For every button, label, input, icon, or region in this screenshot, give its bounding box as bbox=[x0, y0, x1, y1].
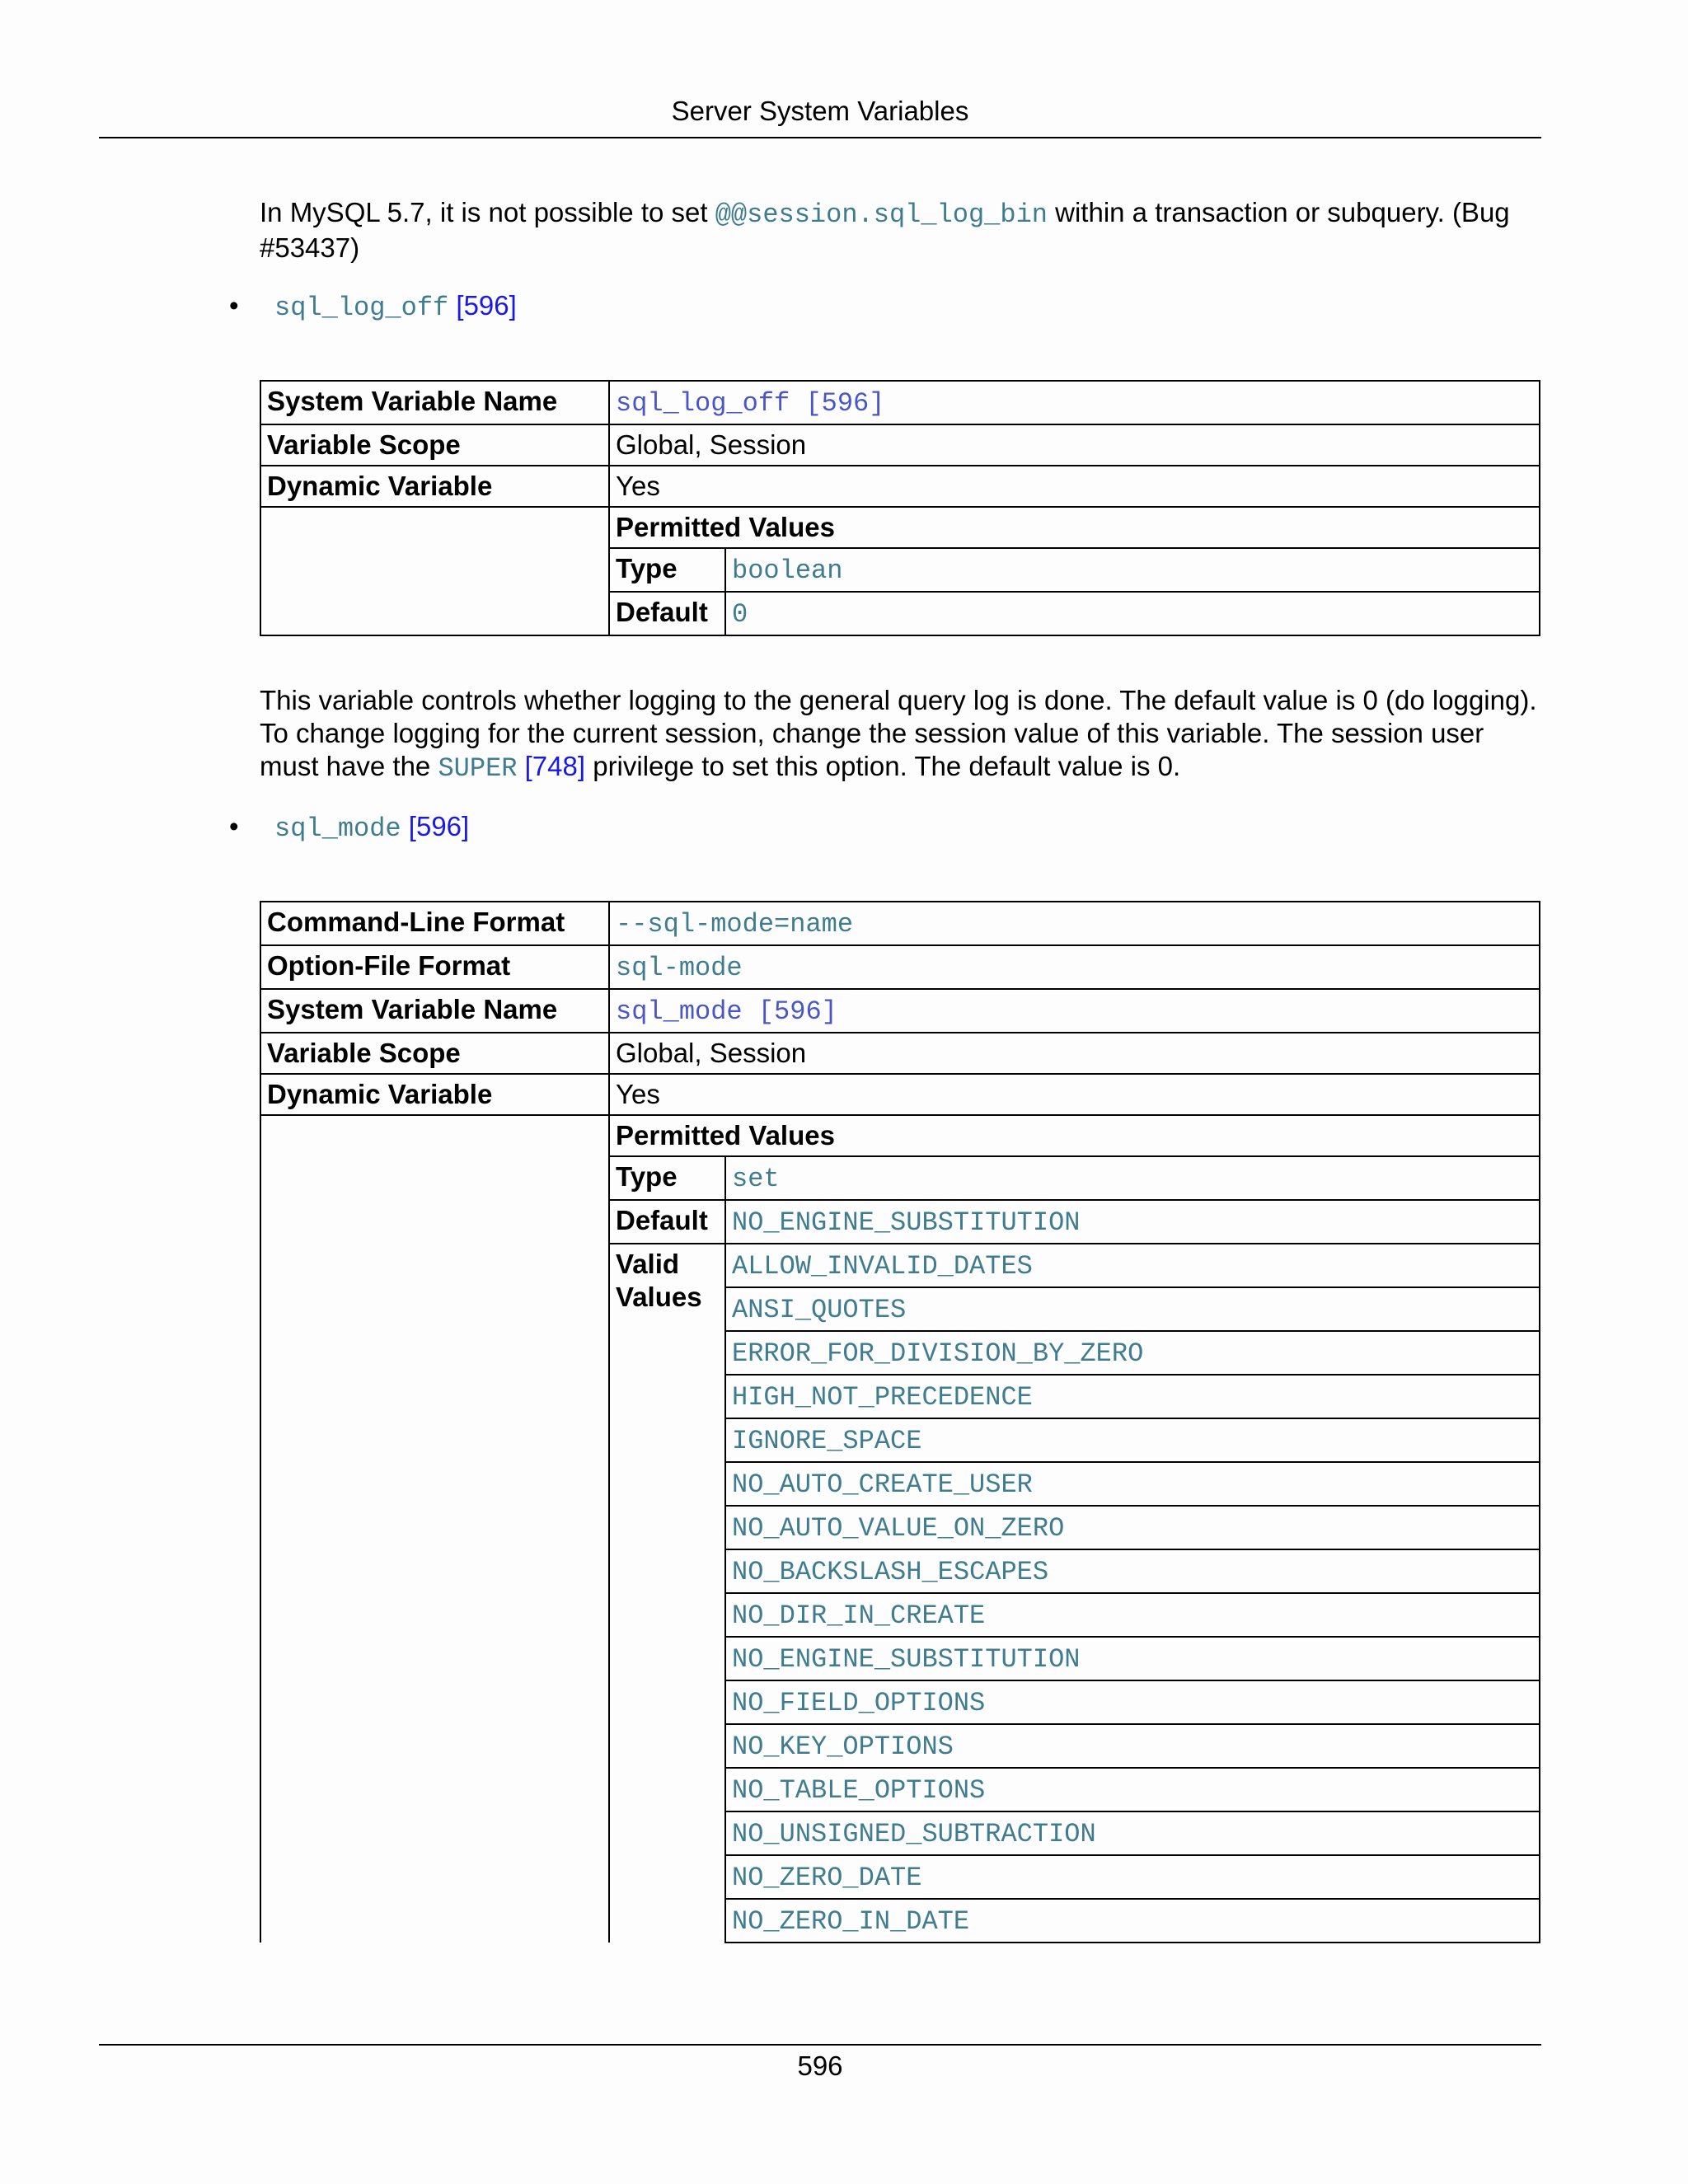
dynamic-variable-value: Yes bbox=[609, 466, 1540, 507]
sql-log-off-ref-link[interactable]: [596] bbox=[456, 290, 517, 321]
intro-text-after: within a transaction or subquery. (Bug #53437) bbox=[260, 197, 1510, 263]
super-ref-link[interactable]: [748] bbox=[524, 751, 586, 781]
default-value: NO_ENGINE_SUBSTITUTION bbox=[725, 1200, 1540, 1244]
valid-value: NO_ZERO_DATE bbox=[725, 1855, 1540, 1899]
system-variable-name-label: System Variable Name bbox=[260, 381, 609, 424]
intro-paragraph bbox=[260, 196, 1545, 265]
valid-value: ANSI_QUOTES bbox=[725, 1287, 1540, 1331]
valid-value: NO_AUTO_VALUE_ON_ZERO bbox=[725, 1506, 1540, 1549]
variable-scope-label: Variable Scope bbox=[260, 1033, 609, 1074]
variable-scope-label: Variable Scope bbox=[260, 424, 609, 466]
valid-value: NO_ZERO_IN_DATE bbox=[725, 1899, 1540, 1943]
bullet-sql-log-off bbox=[274, 290, 517, 323]
valid-value: ERROR_FOR_DIVISION_BY_ZERO bbox=[725, 1331, 1540, 1375]
valid-value: NO_TABLE_OPTIONS bbox=[725, 1768, 1540, 1811]
sql-mode-table bbox=[260, 901, 1540, 1943]
valid-value: NO_FIELD_OPTIONS bbox=[725, 1680, 1540, 1724]
page-header-title: Server System Variables bbox=[671, 96, 969, 126]
system-variable-name-value bbox=[609, 989, 1540, 1033]
command-line-format-value: --sql-mode=name bbox=[609, 902, 1540, 945]
dynamic-variable-label: Dynamic Variable bbox=[260, 1074, 609, 1115]
table-row bbox=[260, 507, 1540, 548]
type-label: Type bbox=[609, 548, 725, 592]
footer-divider bbox=[99, 2044, 1541, 2046]
super-privilege-link[interactable]: SUPER bbox=[438, 753, 518, 784]
table-row bbox=[260, 466, 1540, 507]
dynamic-variable-value: Yes bbox=[609, 1074, 1540, 1115]
intro-code-sql-log-bin: @@session.sql_log_bin bbox=[715, 199, 1048, 230]
system-variable-name-label: System Variable Name bbox=[260, 989, 609, 1033]
valid-value: NO_UNSIGNED_SUBTRACTION bbox=[725, 1811, 1540, 1855]
sql-log-off-link[interactable]: sql_log_off bbox=[274, 293, 449, 323]
default-label: Default bbox=[609, 1200, 725, 1244]
valid-value: NO_KEY_OPTIONS bbox=[725, 1724, 1540, 1768]
default-value: 0 bbox=[725, 592, 1540, 635]
table-row bbox=[260, 1033, 1540, 1074]
bullet-marker: • bbox=[229, 290, 239, 321]
command-line-format-label: Command-Line Format bbox=[260, 902, 609, 945]
table-row bbox=[260, 945, 1540, 989]
valid-value: ALLOW_INVALID_DATES bbox=[725, 1244, 1540, 1287]
option-file-format-label: Option-File Format bbox=[260, 945, 609, 989]
description-text-1: This variable controls whether logging to the general query log is done. The default value is 0 (do logging). To change logging for the current session, change the session value of this variable. The session user must have the bbox=[260, 685, 1537, 781]
bullet-marker: • bbox=[229, 811, 239, 841]
bullet-sql-mode bbox=[274, 811, 469, 844]
type-value: set bbox=[725, 1156, 1540, 1200]
valid-value: NO_AUTO_CREATE_USER bbox=[725, 1462, 1540, 1506]
valid-value: HIGH_NOT_PRECEDENCE bbox=[725, 1375, 1540, 1418]
option-file-format-value: sql-mode bbox=[609, 945, 1540, 989]
sql-mode-link[interactable]: sql_mode bbox=[274, 813, 401, 844]
valid-values-label: Valid Values bbox=[609, 1244, 725, 1943]
sql-mode-ref-link[interactable]: [596] bbox=[408, 811, 470, 841]
empty-cell bbox=[260, 507, 609, 635]
permitted-values-label: Permitted Values bbox=[609, 507, 1540, 548]
sql-log-off-description bbox=[260, 684, 1545, 785]
sql-log-off-table-link[interactable]: sql_log_off [596] bbox=[616, 388, 885, 419]
empty-cell bbox=[260, 1115, 609, 1943]
table-row bbox=[260, 1115, 1540, 1156]
type-value: boolean bbox=[725, 548, 1540, 592]
system-variable-name-value bbox=[609, 381, 1540, 424]
type-label: Type bbox=[609, 1156, 725, 1200]
header-divider bbox=[99, 137, 1541, 138]
table-row bbox=[260, 381, 1540, 424]
intro-text-before: In MySQL 5.7, it is not possible to set bbox=[260, 197, 715, 227]
valid-value: NO_BACKSLASH_ESCAPES bbox=[725, 1549, 1540, 1593]
table-row bbox=[260, 424, 1540, 466]
valid-value: NO_ENGINE_SUBSTITUTION bbox=[725, 1637, 1540, 1680]
variable-scope-value: Global, Session bbox=[609, 424, 1540, 466]
page-number: 596 bbox=[797, 2050, 843, 2081]
default-label: Default bbox=[609, 592, 725, 635]
sql-mode-table-link[interactable]: sql_mode [596] bbox=[616, 996, 837, 1027]
table-row bbox=[260, 902, 1540, 945]
dynamic-variable-label: Dynamic Variable bbox=[260, 466, 609, 507]
sql-log-off-table bbox=[260, 380, 1540, 636]
permitted-values-label: Permitted Values bbox=[609, 1115, 1540, 1156]
description-text-2: privilege to set this option. The default value is 0. bbox=[585, 751, 1181, 781]
table-row bbox=[260, 1074, 1540, 1115]
table-row bbox=[260, 989, 1540, 1033]
variable-scope-value: Global, Session bbox=[609, 1033, 1540, 1074]
valid-value: IGNORE_SPACE bbox=[725, 1418, 1540, 1462]
valid-value: NO_DIR_IN_CREATE bbox=[725, 1593, 1540, 1637]
